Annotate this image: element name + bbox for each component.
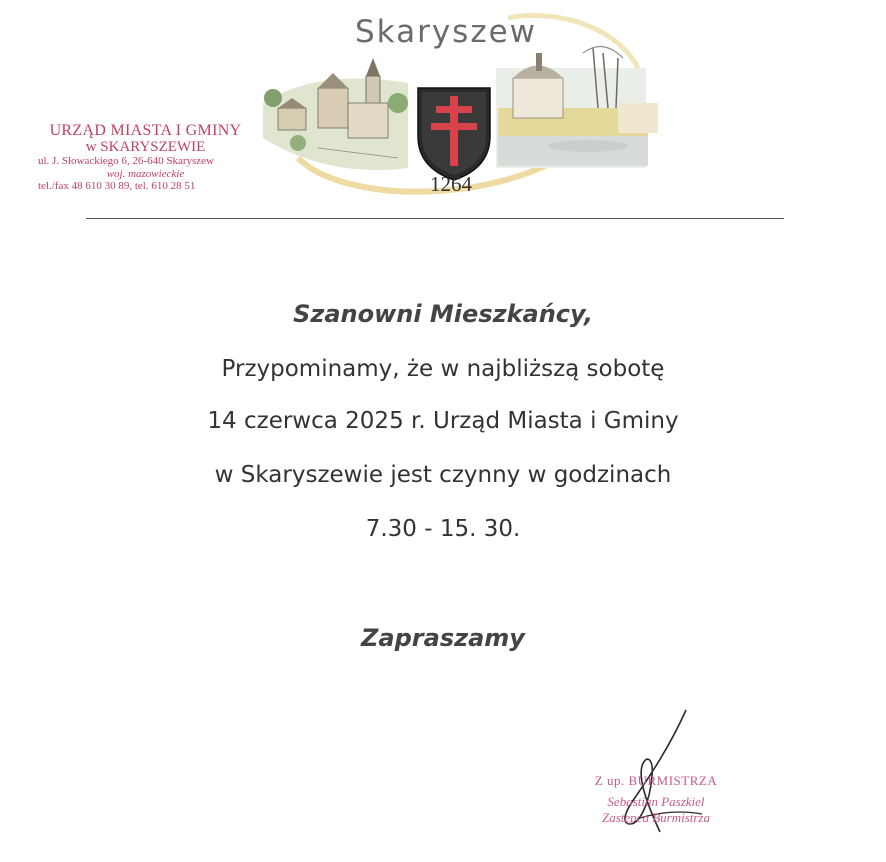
stamp-signatory-title: Zastępca Burmistrza (602, 810, 710, 825)
office-address: ul. J. Słowackiego 6, 26-640 Skaryszew (38, 155, 214, 167)
founding-year: 1264 (430, 172, 472, 196)
town-name: Skaryszew (355, 14, 538, 50)
message-line-4: 7.30 - 15. 30. (365, 516, 521, 542)
message-line-3: w Skaryszewie jest czynny w godzinach (214, 462, 672, 488)
closing: Zapraszamy (361, 624, 525, 652)
office-address-block (38, 122, 253, 193)
village-sketch (263, 58, 408, 170)
office-voivodeship: woj. mazowieckie (106, 168, 185, 180)
message-line-2: 14 czerwca 2025 r. Urząd Miasta i Gminy (207, 408, 679, 434)
office-name-line1: URZĄD MIASTA I GMINY (49, 122, 242, 139)
official-stamp (576, 772, 736, 826)
greeting: Szanowni Mieszkańcy, (293, 300, 593, 328)
office-phones: tel./fax 48 610 30 89, tel. 610 28 51 (38, 180, 196, 192)
coat-of-arms (418, 88, 490, 180)
stamp-signatory-name: Sebastian Paszkiel (607, 794, 705, 809)
stamp-authority: Z up. BURMISTRZA (594, 773, 718, 788)
message-line-1: Przypominamy, że w najbliższą sobotę (221, 356, 665, 382)
office-name-line2: w SKARYSZEWIE (85, 139, 206, 155)
letterhead-divider (86, 218, 784, 219)
